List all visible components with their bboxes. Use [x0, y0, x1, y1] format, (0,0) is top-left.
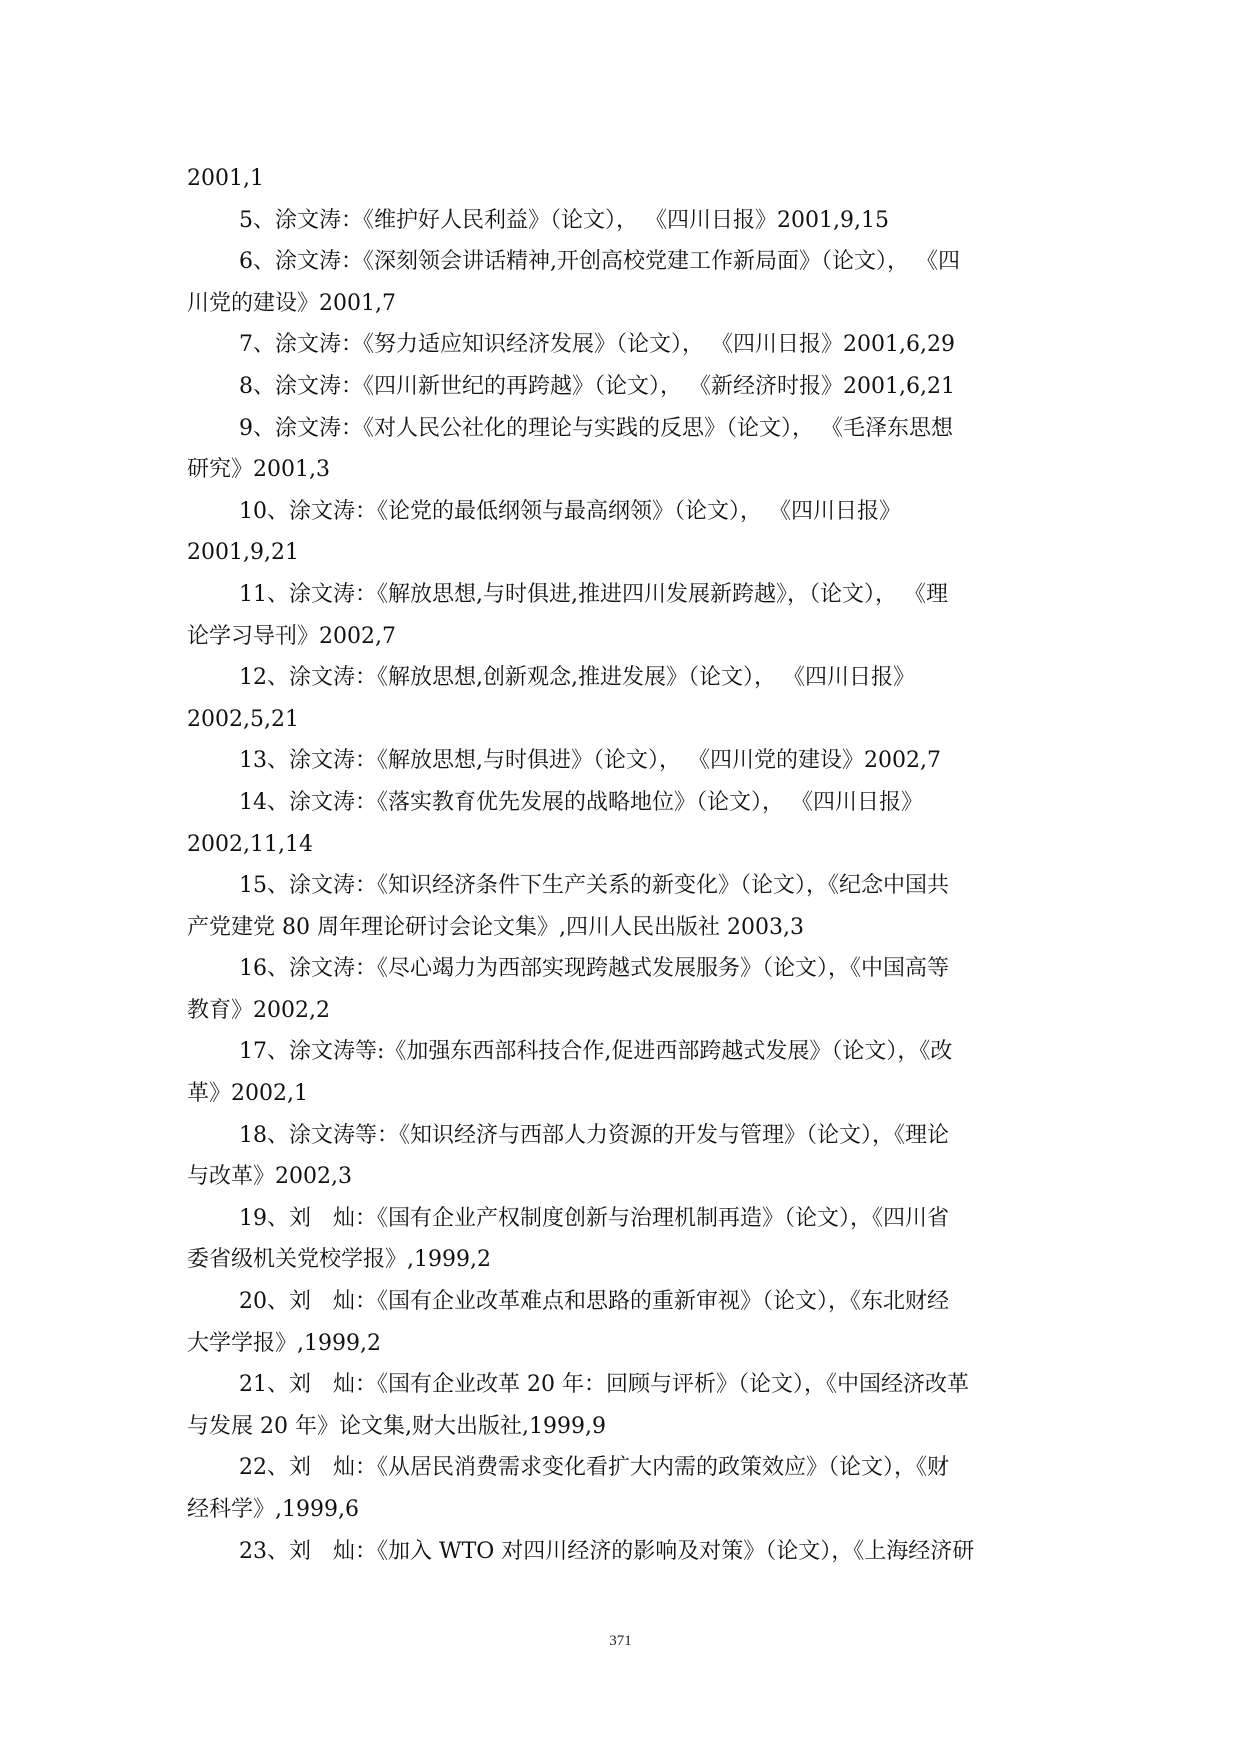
reference-entry-line: 13、涂文涛：《解放思想,与时俱进》（论文）， 《四川党的建设》2002,7: [239, 748, 941, 774]
reference-continuation-line: 与发展 20 年》论文集,财大出版社,1999,9: [187, 1413, 606, 1439]
reference-entry-line: 11、涂文涛：《解放思想,与时俱进,推进四川发展新跨越》，（论文）， 《理: [239, 581, 948, 607]
reference-continuation-line: 教育》2002,2: [187, 997, 330, 1023]
reference-continuation-line: 大学学报》,1999,2: [187, 1330, 381, 1356]
reference-continuation-line: 2001,1: [187, 166, 264, 191]
reference-entry-line: 20、刘 灿：《国有企业改革难点和思路的重新审视》（论文），《东北财经: [239, 1289, 949, 1315]
reference-entry-line: 19、刘 灿：《国有企业产权制度创新与治理机制再造》（论文），《四川省: [239, 1205, 949, 1231]
reference-continuation-line: 经科学》,1999,6: [187, 1497, 359, 1522]
reference-continuation-line: 与改革》2002,3: [187, 1164, 352, 1190]
reference-continuation-line: 2002,11,14: [187, 831, 313, 857]
reference-continuation-line: 川党的建设》2001,7: [187, 290, 396, 316]
reference-entry-line: 17、涂文涛等:《加强东西部科技合作,促进西部跨越式发展》（论文），《改: [239, 1039, 953, 1065]
reference-continuation-line: 产党建党 80 周年理论研讨会论文集》,四川人民出版社 2003,3: [187, 914, 804, 940]
reference-entry-line: 5、涂文涛：《维护好人民利益》（论文）， 《四川日报》2001,9,15: [239, 207, 889, 233]
reference-entry-line: 15、涂文涛：《知识经济条件下生产关系的新变化》（论文），《纪念中国共: [239, 873, 949, 899]
reference-continuation-line: 委省级机关党校学报》,1999,2: [187, 1247, 491, 1273]
reference-entry-line: 18、涂文涛等：《知识经济与西部人力资源的开发与管理》（论文），《理论: [239, 1122, 949, 1148]
reference-entry-line: 7、涂文涛：《努力适应知识经济发展》（论文）， 《四川日报》2001,6,29: [239, 332, 955, 358]
reference-entry-line: 8、涂文涛：《四川新世纪的再跨越》（论文）， 《新经济时报》2001,6,21: [239, 373, 955, 399]
reference-continuation-line: 论学习导刊》2002,7: [187, 623, 396, 649]
page-number: 371: [609, 1633, 632, 1649]
reference-entry-line: 6、涂文涛：《深刻领会讲话精神,开创高校党建工作新局面》（论文）， 《四: [239, 249, 960, 275]
reference-entry-line: 22、刘 灿：《从居民消费需求变化看扩大内需的政策效应》（论文），《财: [239, 1455, 949, 1481]
reference-entry-line: 21、刘 灿：《国有企业改革 20 年：回顾与评析》（论文），《中国经济改革: [239, 1372, 969, 1398]
reference-continuation-line: 2001,9,21: [187, 540, 299, 566]
reference-continuation-line: 2002,5,21: [187, 706, 299, 732]
reference-continuation-line: 研究》2001,3: [187, 457, 330, 483]
reference-entry-line: 10、涂文涛：《论党的最低纲领与最高纲领》（论文）， 《四川日报》: [239, 498, 901, 524]
reference-entry-line: 16、涂文涛：《尽心竭力为西部实现跨越式发展服务》（论文），《中国高等: [239, 956, 949, 982]
reference-entry-line: 14、涂文涛：《落实教育优先发展的战略地位》（论文）， 《四川日报》: [239, 789, 923, 815]
reference-entry-line: 9、涂文涛：《对人民公社化的理论与实践的反思》（论文）， 《毛泽东思想: [239, 415, 953, 441]
reference-entry-line: 23、刘 灿：《加入 WTO 对四川经济的影响及对策》（论文），《上海经济研: [239, 1538, 975, 1564]
reference-list: [187, 158, 1057, 1572]
reference-continuation-line: 革》2002,1: [187, 1081, 308, 1107]
reference-entry-line: 12、涂文涛：《解放思想,创新观念,推进发展》（论文）， 《四川日报》: [239, 665, 915, 691]
